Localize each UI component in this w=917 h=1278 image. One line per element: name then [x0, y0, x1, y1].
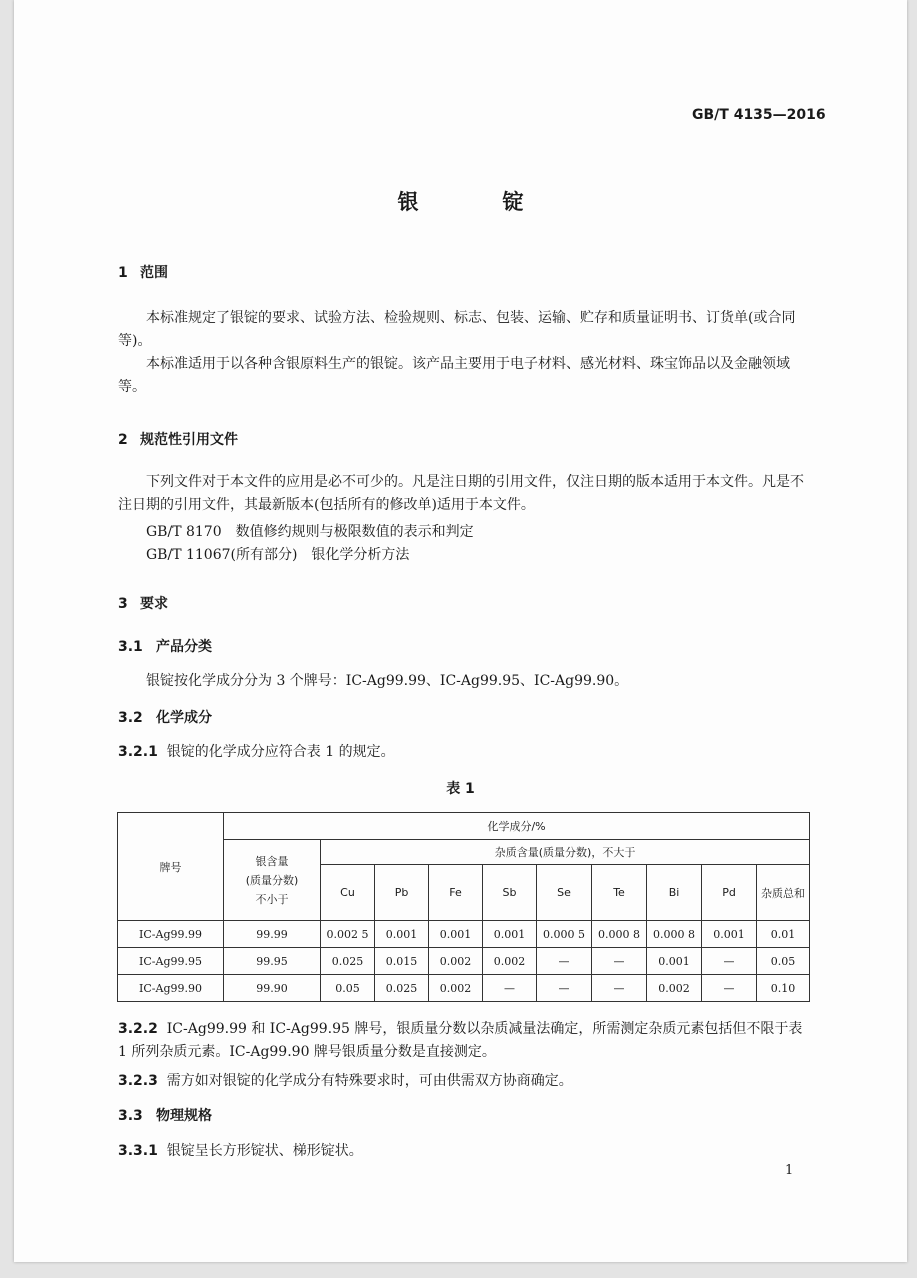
table-row [118, 975, 810, 1002]
impurity-cell: 0.001 [429, 921, 483, 948]
impurity-cell: 0.01 [757, 921, 810, 948]
element-header: 杂质总和 [757, 865, 810, 921]
section-number: 3.2 [118, 710, 143, 726]
impurity-cell: 0.002 [429, 975, 483, 1002]
clause-3-3-1 [118, 1140, 363, 1160]
chem-composition-header: 化学成分/% [224, 813, 810, 840]
impurity-cell: 0.002 [483, 948, 537, 975]
section-title: 化学成分 [156, 710, 212, 726]
section-3-heading [118, 593, 168, 613]
product-classification-text: 银锭按化学成分分为 3 个牌号：IC-Ag99.99、IC-Ag99.95、IC-Ag99.90。 [146, 673, 629, 689]
impurity-cell: 0.10 [757, 975, 810, 1002]
impurity-cell: — [592, 948, 647, 975]
section-title: 物理规格 [156, 1108, 212, 1124]
clause-3-2-1 [118, 741, 395, 761]
impurity-cell: — [483, 975, 537, 1002]
clause-number: 3.2.3 [118, 1073, 158, 1089]
impurity-cell: 0.000 5 [537, 921, 592, 948]
table-row [118, 948, 810, 975]
standard-code: GB/T 4135—2016 [692, 107, 826, 123]
table-caption: 表 1 [446, 781, 475, 797]
grade-cell: IC-Ag99.99 [118, 921, 224, 948]
section-number: 1 [118, 265, 128, 281]
scope-paragraph-2: 本标准适用于以各种含银原料生产的银锭。该产品主要用于电子材料、感光材料、珠宝饰品以及金融领域等。 [118, 356, 790, 395]
impurity-cell: 0.05 [321, 975, 375, 1002]
element-header: Se [537, 865, 592, 921]
impurity-cell: — [702, 948, 757, 975]
element-header: Te [592, 865, 647, 921]
element-header: Fe [429, 865, 483, 921]
impurity-cell: 0.002 5 [321, 921, 375, 948]
impurity-cell: — [537, 975, 592, 1002]
impurity-cell: 0.025 [321, 948, 375, 975]
section-number: 3 [118, 596, 128, 612]
section-title: 规范性引用文件 [140, 432, 238, 448]
impurity-cell: 0.001 [375, 921, 429, 948]
clause-3-2-3 [118, 1070, 573, 1090]
silver-header-line-1: 银含量 [255, 854, 289, 868]
normative-refs-paragraph: 下列文件对于本文件的应用是必不可少的。凡是注日期的引用文件，仅注日期的版本适用于本文件。凡是不注日期的引用文件，其最新版本(包括所有的修改单)适用于本文件。 [118, 474, 804, 513]
section-number: 3.1 [118, 639, 143, 655]
impurity-header: 杂质含量(质量分数)，不大于 [321, 840, 810, 865]
section-number: 3.3 [118, 1108, 143, 1124]
section-3-3-heading [118, 1105, 212, 1125]
impurity-cell: 0.001 [702, 921, 757, 948]
section-3-1-heading [118, 636, 212, 656]
chemical-composition-table [117, 812, 810, 1002]
impurity-cell: 0.05 [757, 948, 810, 975]
impurity-cell: — [702, 975, 757, 1002]
reference-gbt-8170: GB/T 8170 数值修约规则与极限数值的表示和判定 [146, 524, 474, 540]
element-header: Pb [375, 865, 429, 921]
silver-header-line-2: (质量分数) [245, 873, 299, 887]
section-3-2-heading [118, 707, 212, 727]
page-number: 1 [785, 1163, 794, 1178]
impurity-cell: 0.002 [647, 975, 702, 1002]
section-number: 2 [118, 432, 128, 448]
clause-text: 银锭的化学成分应符合表 1 的规定。 [166, 744, 395, 760]
impurity-cell: 0.002 [429, 948, 483, 975]
clause-3-2-2 [118, 1018, 812, 1064]
silver-header-line-3: 不小于 [255, 892, 289, 906]
section-1-heading [118, 262, 168, 282]
impurity-cell: 0.025 [375, 975, 429, 1002]
silver-cell: 99.95 [224, 948, 321, 975]
section-2-heading [118, 429, 238, 449]
clause-number: 3.3.1 [118, 1143, 158, 1159]
clause-number: 3.2.2 [118, 1021, 158, 1037]
grade-cell: IC-Ag99.95 [118, 948, 224, 975]
silver-cell: 99.99 [224, 921, 321, 948]
element-header: Cu [321, 865, 375, 921]
element-header: Sb [483, 865, 537, 921]
silver-cell: 99.90 [224, 975, 321, 1002]
clause-number: 3.2.1 [118, 744, 158, 760]
impurity-cell: 0.001 [483, 921, 537, 948]
document-page [14, 0, 907, 1262]
document-title: 银 锭 [397, 190, 524, 214]
silver-content-header [224, 840, 321, 921]
impurity-cell: 0.000 8 [592, 921, 647, 948]
section-title: 范围 [140, 265, 168, 281]
impurity-cell: — [537, 948, 592, 975]
scope-paragraph-1: 本标准规定了银锭的要求、试验方法、检验规则、标志、包装、运输、贮存和质量证明书、订货单(或合同等)。 [118, 310, 796, 349]
section-title: 要求 [140, 596, 168, 612]
clause-text: 需方如对银锭的化学成分有特殊要求时，可由供需双方协商确定。 [166, 1073, 573, 1089]
impurity-cell: 0.000 8 [647, 921, 702, 948]
impurity-cell: 0.001 [647, 948, 702, 975]
impurity-cell: — [592, 975, 647, 1002]
clause-text: 银锭呈长方形锭状、梯形锭状。 [166, 1143, 363, 1159]
impurity-cell: 0.015 [375, 948, 429, 975]
clause-text: IC-Ag99.99 和 IC-Ag99.95 牌号，银质量分数以杂质减量法确定，所需测定杂质元素包括但不限于表 1 所列杂质元素。IC-Ag99.90 牌号银质量分数是直接测定。 [118, 1021, 803, 1060]
grade-cell: IC-Ag99.90 [118, 975, 224, 1002]
table-row [118, 921, 810, 948]
element-header: Bi [647, 865, 702, 921]
grade-header: 牌号 [118, 813, 224, 921]
reference-gbt-11067: GB/T 11067(所有部分) 银化学分析方法 [146, 547, 410, 563]
element-header: Pd [702, 865, 757, 921]
section-title: 产品分类 [156, 639, 212, 655]
